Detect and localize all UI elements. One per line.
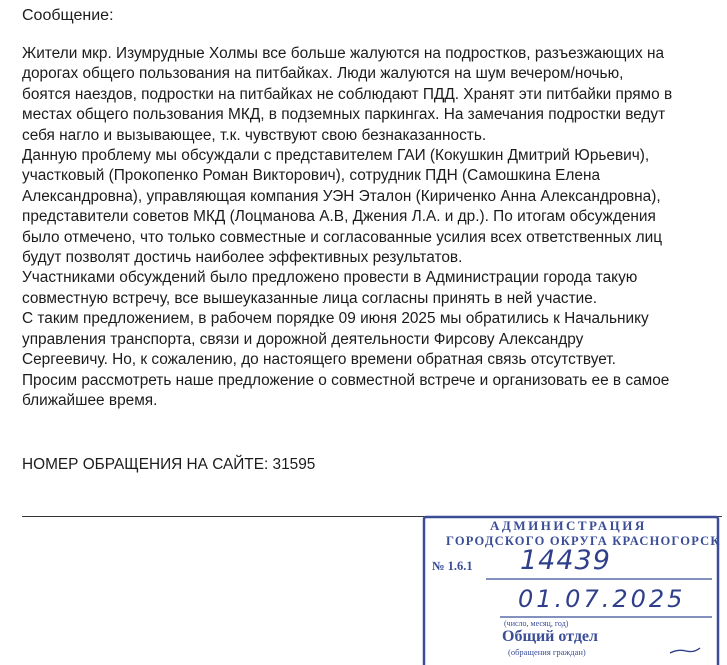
body-line: будут позволят достичь наиболее эффективных результатов. [22,249,463,267]
body-line: дорогах общего пользования на питбайках. Люди жалуются на шум вечером/ночью, [22,65,624,83]
body-line: С таким предложением, в рабочем порядке 09 июня 2025 мы обратились к Начальнику [22,310,649,328]
stamp-department: Общий отдел [502,628,598,645]
stamp-handwritten-date: 01.07.2025 [518,585,686,613]
stamp-line-administration: АДМИНИСТРАЦИЯ [490,518,647,533]
body-line: Сергеевичу. Но, к сожалению, до настоящего времени обратная связь отсутствует. [22,351,616,369]
body-line: Александровна), управляющая компания УЭН Эталон (Кириченко Анна Александровна), [22,187,661,205]
body-line: Просим рассмотреть наше предложение о совместной встрече и организовать ее в самое [22,371,670,389]
body-line: ближайшее время. [22,391,158,409]
body-line: управления транспорта, связи и дорожной деятельности Фирсову Александру [22,330,584,348]
stamp-line-district: ГОРОДСКОГО ОКРУГА КРАСНОГОРСК [446,534,721,548]
registration-stamp [422,515,722,665]
body-line: боятся наездов, подростки на питбайках не соблюдают ПДД. Хранят эти питбайки прямо в [22,85,673,103]
body-line: участковый (Прокопенко Роман Викторович), сотрудник ПДН (Самошкина Елена [22,167,601,185]
stamp-number-label: № 1.6.1 [432,559,473,573]
stamp-handwritten-number: 14439 [520,545,611,576]
message-heading: Сообщение: [22,7,114,24]
body-line: было отмечено, что только совместные и согласованные усилия всех ответственных лиц [22,228,663,246]
body-line: местах общего пользования МКД, в подземных паркингах. На замечания подростки ведут [22,106,666,124]
body-line: себя нагло и вызывающее, т.к. чувствуют свою безнаказанность. [22,126,487,144]
body-line: Жители мкр. Изумрудные Холмы все больше жалуются на подростков, разъезжающих на [22,45,665,62]
message-body [22,44,722,411]
stamp-department-sub: (обращения граждан) [508,647,586,657]
appeal-number: НОМЕР ОБРАЩЕНИЯ НА САЙТЕ: 31595 [22,456,316,473]
body-line: совместную встречу, все вышеуказанные лица согласны принять в ней участие. [22,289,598,307]
stamp-date-hint: (число, месяц, год) [504,619,569,628]
body-line: Данную проблему мы обсуждали с представителем ГАИ (Кокушкин Дмитрий Юрьевич), [22,147,650,165]
body-line: представители советов МКД (Лоцманова А.В, Джения Л.А. и др.). По итогам обсуждения [22,208,656,226]
body-line: Участниками обсуждений было предложено провести в Администрации города такую [22,269,638,287]
